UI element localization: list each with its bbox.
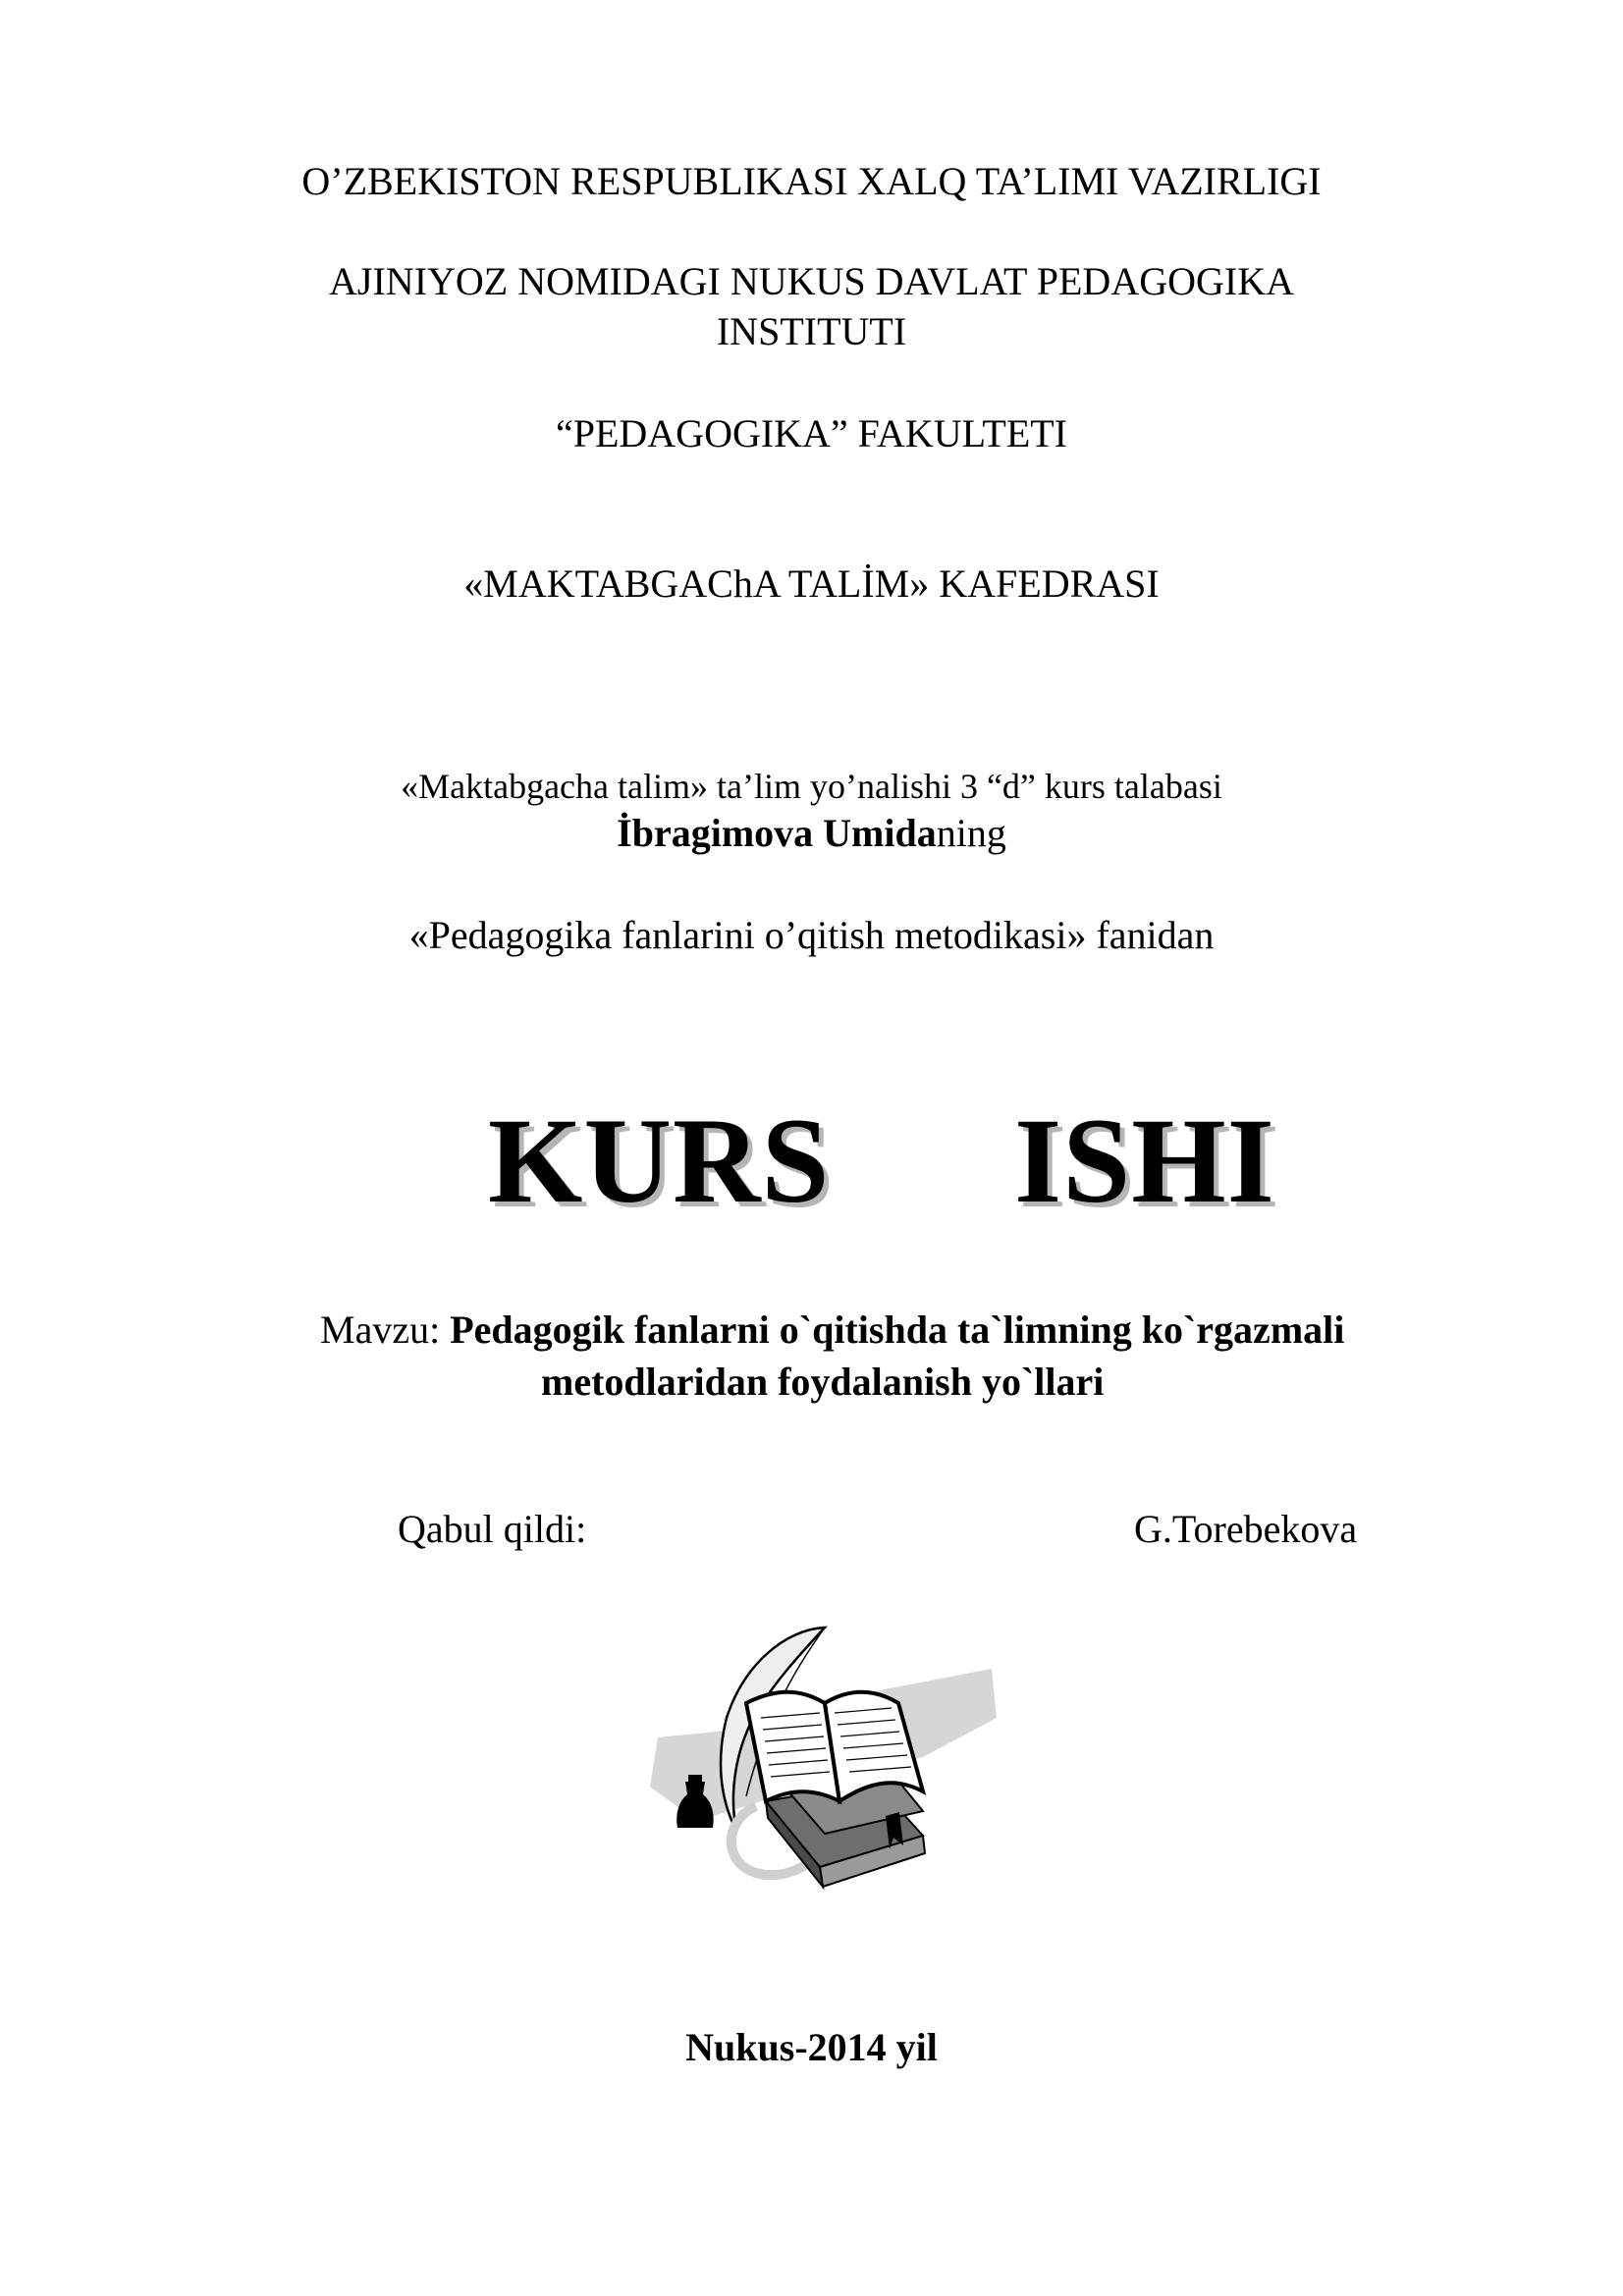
acceptance-label: Qabul qildi: (398, 1507, 587, 1551)
student-name (0, 811, 1623, 855)
document-title (0, 1094, 1623, 1228)
topic-text-line2: metodlaridan foydalanish yo`llari (541, 1360, 1105, 1404)
student-name-suffix: ning (936, 811, 1006, 855)
topic-text-line1: Pedagogik fanlarni o`qitishda ta`limning ko`rgazmali (450, 1308, 1345, 1352)
department-title: «MAKTABGAChA TALİM» KAFEDRASI (463, 561, 1160, 606)
acceptance-name: G.Torebekova (1134, 1507, 1358, 1551)
footer-place-year: Nukus-2014 yil (685, 2025, 938, 2069)
institute-title-line1: AJINIYOZ NOMIDAGI NUKUS DAVLAT PEDAGOGIKA (329, 259, 1294, 303)
topic-label: Mavzu: (320, 1308, 451, 1352)
faculty-title: “PEDAGOGIKA” FAKULTETI (555, 411, 1068, 455)
title-word-ishi: ISHI (1014, 1094, 1275, 1228)
topic-line1 (320, 1310, 1344, 1350)
ministry-title: O’ZBEKISTON RESPUBLIKASI XALQ TA’LIMI VAZIRLIGI (301, 159, 1322, 203)
books-and-quill-icon (628, 1610, 1001, 1904)
student-name-bold: İbragimova Umida (617, 811, 937, 855)
student-direction: «Maktabgacha talim» ta’lim yo’nalishi 3 “d” kurs talabasi (401, 767, 1222, 806)
subject-line: «Pedagogika fanlarini o’qitish metodikasi» fanidan (408, 913, 1215, 957)
institute-title-line2: INSTITUTI (716, 309, 907, 353)
title-word-kurs: KURS (488, 1094, 831, 1228)
